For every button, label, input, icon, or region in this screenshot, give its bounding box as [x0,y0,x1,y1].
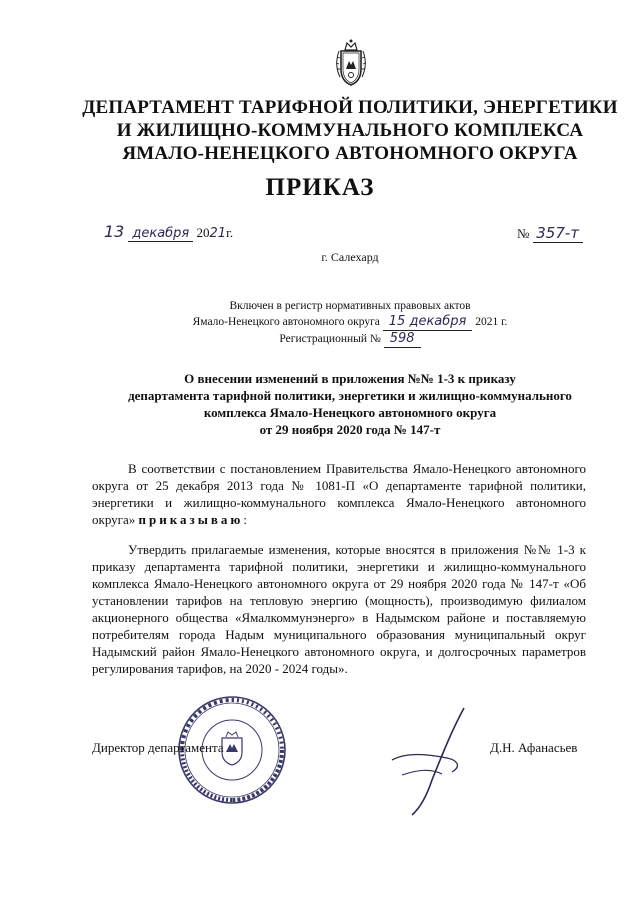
order-number [517,224,583,243]
signatory-name: Д.Н. Афанасьев [490,740,578,755]
signatory-position: Директор департамента [92,740,224,755]
date-year-prefix: 20 [196,225,210,240]
paragraph-basis-end: : [243,512,247,527]
date-year-suffix: 21 [209,226,227,241]
header-line-1: ДЕПАРТАМЕНТ ТАРИФНОЙ ПОЛИТИКИ, ЭНЕРГЕТИКИ [82,97,618,118]
paragraph-basis-text: В соответствии с постановлением Правительства Ямало-Ненецкого автономного округа от 25 декабря 2013 года № 1081-П «О департаменте тарифной политики, энергетики и жилищно-коммунального комплекса Ямало-Ненецкого автономного округа» [92,461,586,527]
department-header [60,96,640,165]
order-subject [60,370,640,438]
header-line-2: И ЖИЛИЩНО-КОММУНАЛЬНОГО КОМПЛЕКСА [116,120,584,141]
number-value: 357-т [533,224,583,243]
subject-line-2: департамента тарифной политики, энергетики и жилищно-коммунального [128,388,572,403]
number-label: № [517,226,530,241]
registration-number-label: Регистрационный № [279,333,381,345]
coat-of-arms-icon [327,37,375,89]
registration-block [150,298,550,348]
registration-prefix: Ямало-Ненецкого автономного округа [192,316,380,328]
order-date [104,222,233,242]
date-year-g: г. [226,225,234,240]
registration-date: 15 декабря [383,314,473,331]
registration-year: 2021 г. [475,316,508,328]
document-title: ПРИКАЗ [265,174,375,201]
handwritten-signature-icon [372,700,482,820]
registration-line-3 [150,331,550,348]
city: г. Салехард [321,250,379,264]
paragraph-basis [92,460,586,528]
header-line-3: ЯМАЛО-НЕНЕЦКОГО АВТОНОМНОГО ОКРУГА [122,143,578,164]
date-day: 13 [104,222,125,241]
subject-line-4: от 29 ноября 2020 года № 147-т [259,422,441,437]
date-month: декабря [128,226,193,242]
subject-line-1: О внесении изменений в приложения №№ 1-3 к приказу [184,371,516,386]
registration-line-1: Включен в регистр нормативных правовых актов [229,300,471,312]
order-word: приказываю [138,512,244,527]
registration-number: 598 [384,331,421,348]
subject-line-3: комплекса Ямало-Ненецкого автономного округа [203,405,497,420]
registration-line-2 [150,314,550,331]
paragraph-decision: Утвердить прилагаемые изменения, которые вносятся в приложения №№ 1-3 к приказу департамента тарифной политики, энергетики и жилищно-коммунального комплекса Ямало-Ненецкого автономного округа от 29 ноября 2020 года № 147-т «Об установлении тарифов на тепловую энергию (мощность), производимую филиалом акционерного общества «Ямалкоммунэнерго» в Надымском районе и поставляемую потребителям города Надым муниципального образования муниципальный округ Надымский район Ямало-Ненецкого автономного округа, и долгосрочных параметров регулирования тарифов, на 2020 - 2024 годы». [92,542,586,676]
